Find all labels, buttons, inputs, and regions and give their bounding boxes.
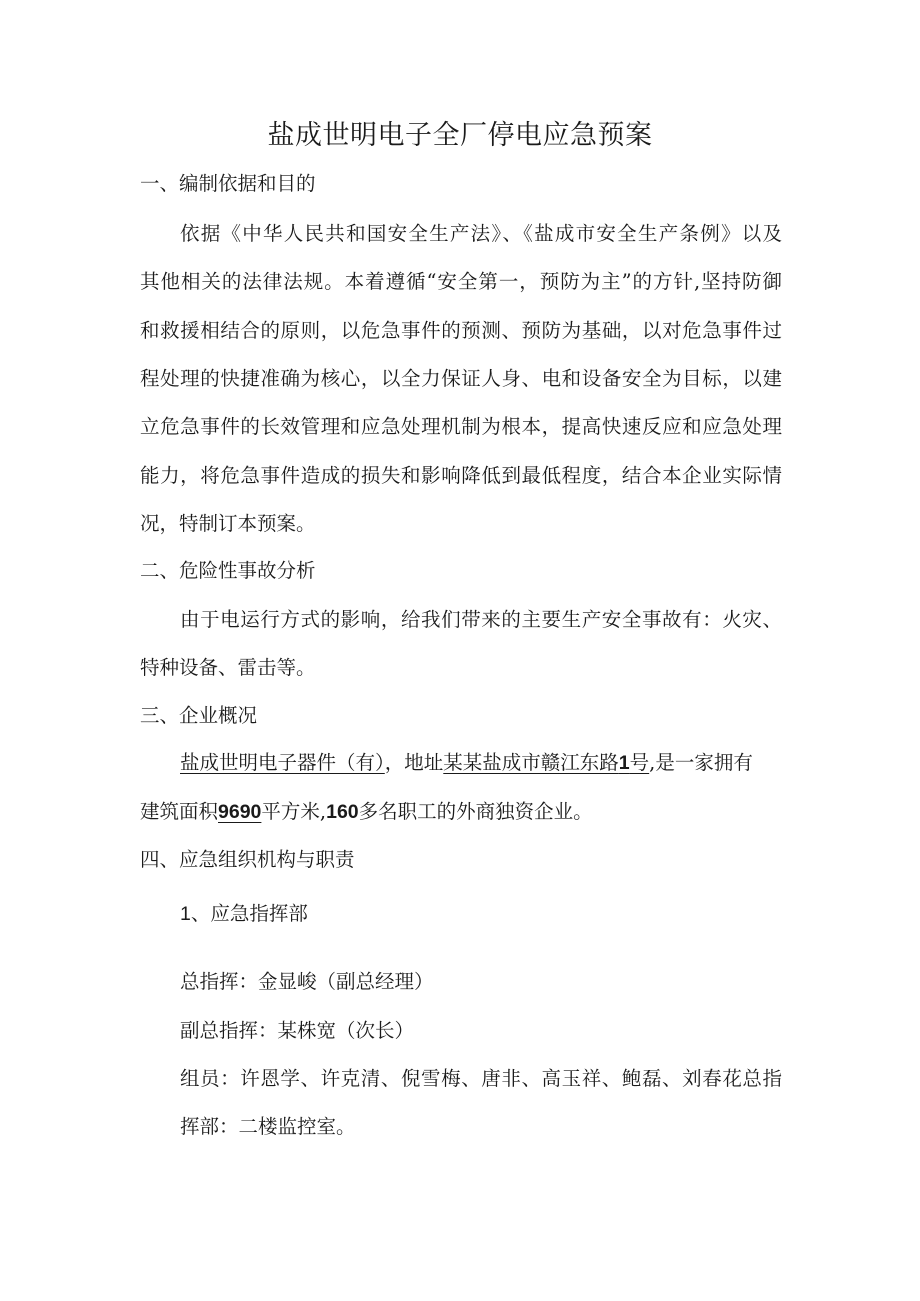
company-address	[443, 751, 649, 774]
staff-count: 160	[326, 801, 359, 823]
section-1-line: 依据《中华人民共和国安全生产法》、《盐成市安全生产条例》以及	[180, 222, 782, 245]
subsection-number: 1	[180, 903, 191, 925]
staff-suffix: 多名职工的外商独资企业。	[358, 800, 593, 823]
command-post-line: 挥部：二楼监控室。	[180, 1115, 356, 1138]
subsection-heading	[180, 899, 308, 929]
company-profile-line	[180, 748, 753, 778]
address-street: 某某盐成市赣江东路	[443, 751, 619, 774]
section-1-line: 能力，将危急事件造成的损失和影响降低到最低程度，结合本企业实际情	[140, 464, 782, 487]
section-2-heading: 二、危险性事故分析	[140, 559, 316, 582]
section-1-heading: 一、编制依据和目的	[140, 172, 316, 195]
section-1-line: 和救援相结合的原则，以危急事件的预测、预防为基础，以对危急事件过	[140, 319, 782, 342]
section-1-line: 况，特制订本预案。	[140, 512, 316, 535]
section-4-heading: 四、应急组织机构与职责	[140, 848, 355, 871]
company-profile-line	[140, 797, 593, 827]
section-1-line: 其他相关的法律法规。本着遵循“安全第一，预防为主”的方针,坚持防御	[140, 270, 782, 293]
address-number: 1	[618, 752, 630, 774]
area-label: 建筑面积	[140, 800, 219, 823]
section-1-line: 程处理的快捷准确为核心，以全力保证人身、电和设备安全为目标，以建	[140, 367, 782, 390]
deputy-commander-line: 副总指挥：某株宽（次长）	[180, 1019, 415, 1042]
section-2-line: 特种设备、雷击等。	[140, 656, 316, 679]
area-unit: 平方米,	[261, 800, 327, 823]
section-1-line: 立危急事件的长效管理和应急处理机制为根本，提高快速反应和应急处理	[140, 415, 782, 438]
commander-line: 总指挥：金显峻（副总经理）	[180, 970, 434, 993]
document-title: 盐成世明电子全厂停电应急预案	[267, 120, 653, 151]
section-2-line: 由于电运行方式的影响，给我们带来的主要生产安全事故有：火灾、	[180, 608, 782, 631]
section-3-heading: 三、企业概况	[140, 704, 258, 727]
company-name: 盐成世明电子器件（有）	[180, 751, 385, 774]
profile-tail: ,是一家拥有	[649, 751, 753, 774]
address-suffix: 号	[629, 751, 650, 774]
subsection-label: 、应急指挥部	[190, 902, 308, 925]
address-label: ，地址	[384, 751, 444, 774]
building-area-value: 9690	[218, 801, 262, 823]
members-line: 组员：许恩学、许克清、倪雪梅、唐非、高玉祥、鲍磊、刘春花总指	[180, 1067, 782, 1090]
